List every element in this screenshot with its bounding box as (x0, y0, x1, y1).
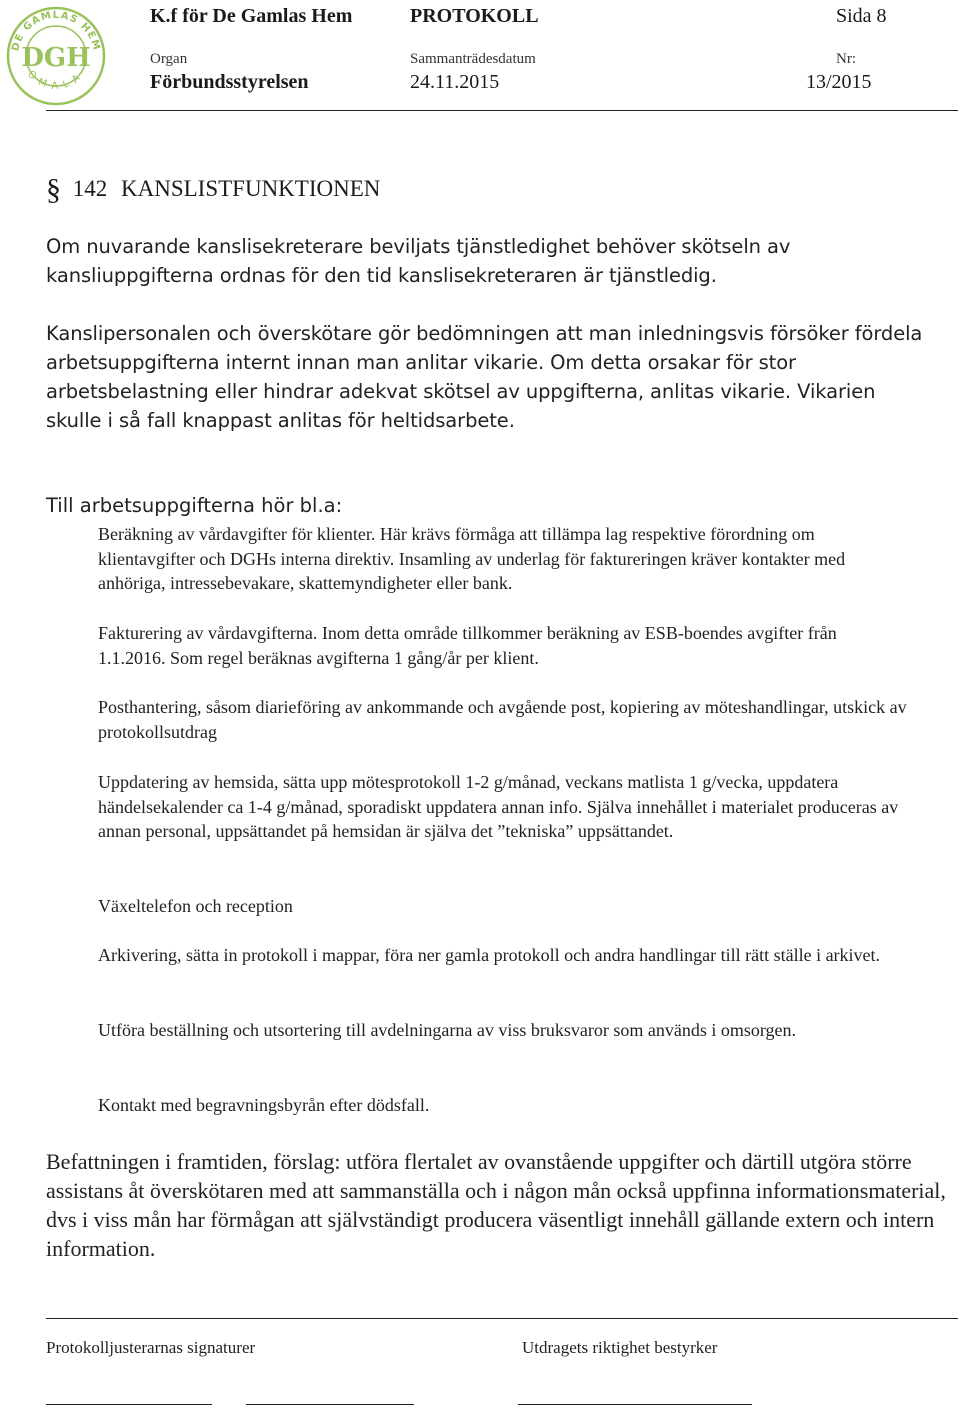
doc-type: PROTOKOLL (410, 5, 539, 27)
nr-value: 13/2015 (806, 71, 872, 93)
future-paragraph: Befattningen i framtiden, förslag: utföra flertalet av ovanstående uppgifter och därtill utgöra större assistans åt överskötaren med att sammanställa och i någon mån också uppfinna informationsmaterial, dvs i viss mån har förmågan att självständigt producera väsentligt innehåll gällande extern och intern information. (46, 1149, 946, 1261)
svg-text:OMALA: OMALA (25, 68, 87, 92)
task-item: Växeltelefon och reception (98, 896, 293, 916)
task-item: Fakturering av vårdavgifterna. Inom detta område tillkommer beräkning av ESB-boendes avgifter från 1.1.2016. Som regel beräknas avgifterna 1 gång/år per klient. (98, 623, 837, 668)
date-label: Sammanträdesdatum (410, 51, 536, 67)
header-divider (46, 110, 958, 111)
task-item: Utföra beställning och utsortering till avdelningarna av viss bruksvaror som används i omsorgen. (98, 1020, 797, 1040)
task-item: Beräkning av vårdavgifter för klienter. Här krävs förmåga att tillämpa lag respektive förordning om klientavgifter och DGHs interna direktiv. Insamling av underlag för faktureringen kräver kontakter med anhöriga, intressebevakare, skattemyndigheter eller bank. (98, 524, 846, 593)
section-symbol: § (46, 173, 61, 206)
certification-label: Utdragets riktighet bestyrker (522, 1338, 718, 1357)
date-value: 24.11.2015 (410, 71, 500, 93)
intro-paragraph-2: Kanslipersonalen och överskötare gör bedömningen att man inledningsvis försöker fördela arbetsuppgifterna internt innan man anlitar vikarie. Om detta orsakar för stor arbetsbelastning eller hindrar adekvat skötsel av uppgifterna, anlitas vikarie. Vikarien skulle i så fall knappast anlitas för heltidsarbete. (46, 322, 923, 432)
signatures-label: Protokolljusterarnas signaturer (46, 1338, 256, 1357)
task-item: Uppdatering av hemsida, sätta upp mötesprotokoll 1-2 g/månad, veckans matlista 1 g/vecka, uppdatera händelsekalender ca 1-4 g/månad, sporadiskt uppdatera annan info. Själva innehållet i materialet produceras av annan personal, uppsättandet på hemsidan är själva det ”tekniska” uppsättandet. (98, 772, 899, 841)
signature-line (518, 1404, 752, 1405)
nr-label: Nr: (836, 51, 856, 67)
task-item: Kontakt med begravningsbyrån efter dödsfall. (98, 1095, 430, 1115)
tasks-heading: Till arbetsuppgifterna hör bl.a: (46, 494, 343, 517)
footer-divider (46, 1318, 958, 1319)
signature-line (46, 1404, 212, 1405)
org-name: K.f för De Gamlas Hem (150, 5, 353, 27)
intro-paragraph-1: Om nuvarande kanslisekreterare beviljats tjänstledighet behöver skötseln av kansliuppgifterna ordnas för den tid kanslisekreteraren är tjänstledig. (46, 235, 791, 287)
svg-text:DGH: DGH (21, 43, 91, 73)
svg-text:DE GAMLAS HEM: DE GAMLAS HEM (10, 9, 102, 53)
page-number: Sida 8 (836, 5, 887, 27)
organ-value: Förbundsstyrelsen (150, 71, 309, 93)
task-item: Arkivering, sätta in protokoll i mappar, föra ner gamla protokoll och andra handlingar till rätt ställe i arkivet. (98, 945, 881, 965)
organ-label: Organ (150, 51, 188, 67)
signature-line (246, 1404, 414, 1405)
section-title: KANSLISTFUNKTIONEN (121, 176, 381, 201)
section-heading (46, 173, 380, 207)
dgh-logo (4, 4, 108, 108)
section-number: 142 (72, 176, 108, 201)
task-item: Posthantering, såsom diarieföring av ankommande och avgående post, kopiering av möteshandlingar, utskick av protokollsutdrag (98, 697, 907, 742)
